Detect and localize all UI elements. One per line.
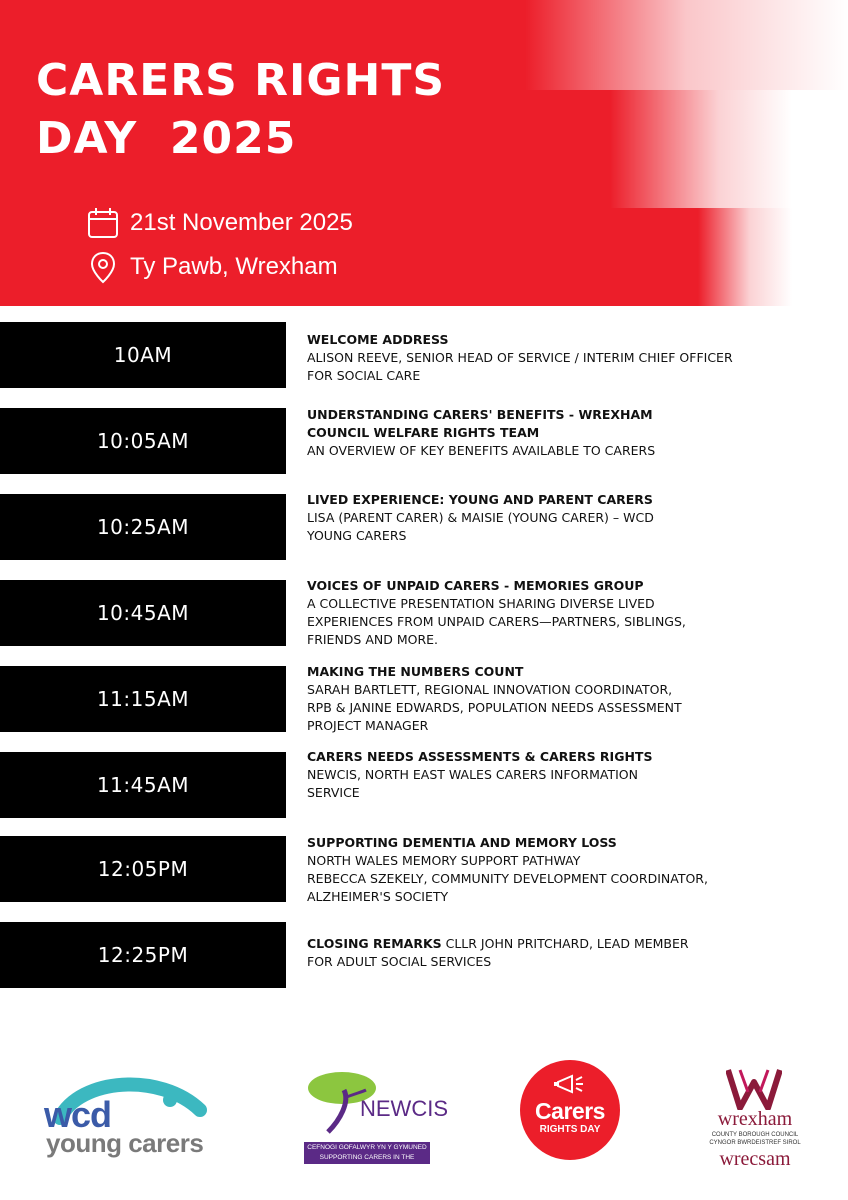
schedule-heading: WELCOME ADDRESS	[307, 332, 449, 347]
calendar-icon	[86, 206, 120, 240]
crd-title: Carers	[535, 1098, 605, 1124]
schedule-item	[0, 836, 848, 902]
schedule-item	[0, 749, 848, 818]
title-line-2: DAY 2025	[36, 113, 297, 164]
wrexham-crest-icon	[726, 1068, 782, 1110]
schedule-item	[0, 666, 848, 732]
time-label: 10:05AM	[0, 408, 286, 474]
schedule-item	[0, 580, 848, 646]
wrexham-sub-cy: CYNGOR BWRDEISTREF SIROL	[709, 1140, 801, 1146]
schedule-heading: CARERS NEEDS ASSESSMENTS & CARERS RIGHTS	[307, 749, 653, 764]
wcd-wordmark: wcd	[44, 1094, 112, 1135]
schedule-body-line: NORTH WALES MEMORY SUPPORT PATHWAY	[307, 853, 581, 868]
schedule-body-line: SERVICE	[307, 785, 360, 800]
wrexham-sub-en: COUNTY BOROUGH COUNCIL	[711, 1132, 799, 1138]
schedule-heading: CLOSING REMARKS	[307, 936, 442, 951]
schedule-details	[307, 491, 807, 545]
schedule-heading: LIVED EXPERIENCE: YOUNG AND PARENT CARERS	[307, 492, 653, 507]
schedule-heading: VOICES OF UNPAID CARERS - MEMORIES GROUP	[307, 578, 644, 593]
event-location	[86, 250, 338, 284]
time-label: 10:25AM	[0, 494, 286, 560]
schedule-heading-line	[307, 935, 807, 953]
schedule-body-line: ALZHEIMER'S SOCIETY	[307, 889, 449, 904]
time-label: 12:05PM	[0, 836, 286, 902]
wcd-subtitle: young carers	[46, 1128, 204, 1158]
schedule-details	[307, 406, 807, 460]
wrexham-council-logo	[700, 1068, 810, 1178]
time-label: 11:45AM	[0, 752, 286, 818]
newcis-wordmark: NEWCIS	[360, 1096, 448, 1121]
schedule-body-line: RPB & JANINE EDWARDS, POPULATION NEEDS ASSESSMENT	[307, 700, 682, 715]
time-label: 10:45AM	[0, 580, 286, 646]
schedule-details	[307, 748, 807, 802]
wrecsam-wordmark: wrecsam	[719, 1148, 791, 1170]
schedule-body-line: ALISON REEVE, SENIOR HEAD OF SERVICE / INTERIM CHIEF OFFICER	[307, 350, 733, 365]
schedule-body-line: FOR ADULT SOCIAL SERVICES	[307, 954, 492, 969]
time-label: 12:25PM	[0, 922, 286, 988]
schedule-item	[0, 494, 848, 560]
page-title	[36, 52, 445, 168]
schedule-heading: MAKING THE NUMBERS COUNT	[307, 664, 524, 679]
time-label: 11:15AM	[0, 666, 286, 732]
schedule-heading: SUPPORTING DEMENTIA AND MEMORY LOSS	[307, 835, 617, 850]
schedule-details	[307, 577, 807, 649]
schedule-body-line: FRIENDS AND MORE.	[307, 632, 439, 647]
wrexham-wordmark: wrexham	[717, 1108, 793, 1130]
event-location-text: Ty Pawb, Wrexham	[130, 253, 338, 280]
schedule-body-line: LISA (PARENT CARER) & MAISIE (YOUNG CARER) – WCD	[307, 510, 654, 525]
schedule-details	[307, 663, 807, 735]
schedule-item	[0, 922, 848, 988]
map-pin-icon	[86, 250, 120, 284]
newcis-logo	[304, 1068, 448, 1171]
hero-decor-fade-1	[525, 0, 848, 90]
schedule-body-line: PROJECT MANAGER	[307, 718, 429, 733]
event-date-text: 21st November 2025	[130, 209, 353, 236]
schedule-body-line: AN OVERVIEW OF KEY BENEFITS AVAILABLE TO CARERS	[307, 443, 656, 458]
schedule-body-line: FOR SOCIAL CARE	[307, 368, 421, 383]
crd-subtitle: RIGHTS DAY	[539, 1124, 601, 1135]
event-date	[86, 206, 353, 240]
hero-decor-fade-3	[698, 208, 792, 306]
newcis-tagline	[304, 1142, 430, 1171]
schedule-item	[0, 408, 848, 474]
sponsor-logos	[0, 1060, 848, 1170]
hero-banner	[0, 0, 848, 306]
schedule-details	[307, 935, 807, 971]
megaphone-icon	[552, 1072, 588, 1098]
schedule-item	[0, 322, 848, 388]
schedule-details	[307, 331, 807, 385]
schedule-heading-cont: COUNCIL WELFARE RIGHTS TEAM	[307, 425, 540, 440]
carers-rights-day-logo	[520, 1060, 620, 1160]
schedule-body-line: SARAH BARTLETT, REGIONAL INNOVATION COORDINATOR,	[307, 682, 673, 697]
newcis-tagline-en: SUPPORTING CARERS IN THE COMMUNITY	[319, 1154, 415, 1171]
wcd-young-carers-logo	[40, 1070, 230, 1160]
newcis-tagline-cy: CEFNOGI GOFALWYR YN Y GYMUNED	[307, 1144, 427, 1151]
hero-decor-bottom-cut	[792, 208, 848, 328]
time-label: 10AM	[0, 322, 286, 388]
schedule-heading: UNDERSTANDING CARERS' BENEFITS - WREXHAM	[307, 407, 653, 422]
schedule-heading-rest: CLLR JOHN PRITCHARD, LEAD MEMBER	[441, 936, 689, 951]
schedule-body-line: REBECCA SZEKELY, COMMUNITY DEVELOPMENT COORDINATOR,	[307, 871, 708, 886]
schedule-body-line: A COLLECTIVE PRESENTATION SHARING DIVERSE LIVED	[307, 596, 655, 611]
schedule-body-line: EXPERIENCES FROM UNPAID CARERS—PARTNERS, SIBLINGS,	[307, 614, 686, 629]
schedule-details	[307, 834, 807, 906]
schedule-body-line: NEWCIS, NORTH EAST WALES CARERS INFORMATION	[307, 767, 638, 782]
title-line-1: CARERS RIGHTS	[36, 55, 446, 106]
schedule-body-line: YOUNG CARERS	[307, 528, 407, 543]
hero-decor-fade-2	[610, 90, 792, 208]
